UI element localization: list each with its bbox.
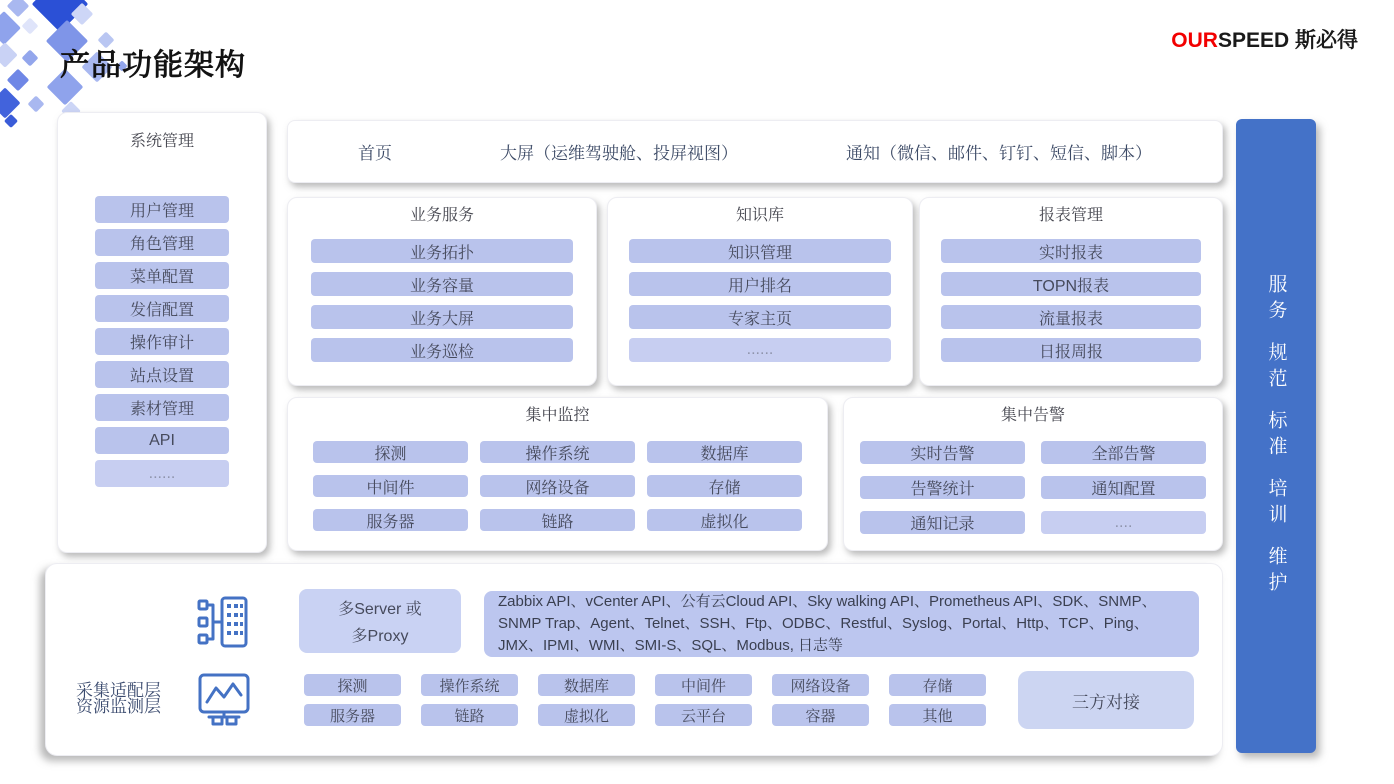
business-service-title: 业务服务 <box>409 207 474 224</box>
collect-adapter-layer-label: 采集适配层 <box>76 681 161 700</box>
system-item-site-settings[interactable]: 站点设置 <box>95 361 229 388</box>
api-protocol-text: Zabbix API、vCenter API、公有云Cloud API、Sky walking API、Prometheus API、SDK、SNMP、SNMP Trap、Agent、Telnet、SSH、Ftp、ODBC、Restful、Syslog、Portal、Http、TCP、Ping、JMX、IPMI、WMI、SMI-S、SQL、Modbus, 日志等 <box>498 593 1157 654</box>
central-alerting-title: 集中告警 <box>1000 407 1065 424</box>
resource-virtualization-button[interactable]: 虚拟化 <box>538 704 635 726</box>
system-panel-title: 系统管理 <box>129 133 194 150</box>
monitor-network-device-button[interactable]: 网络设备 <box>480 475 635 497</box>
system-item-role-mgmt[interactable]: 角色管理 <box>95 229 229 256</box>
resource-container-button[interactable]: 容器 <box>772 704 869 726</box>
monitor-link-button[interactable]: 链路 <box>480 509 635 531</box>
user-ranking-button[interactable]: 用户排名 <box>629 272 891 296</box>
service-standard-bar <box>1236 119 1316 753</box>
logo-our: OUR <box>1171 29 1218 52</box>
top-nav-bar <box>287 120 1223 183</box>
server-proxy-line1: 多Server 或 <box>338 601 422 618</box>
company-logo <box>1171 24 1358 54</box>
resource-monitor-layer-label: 资源监测层 <box>76 697 161 716</box>
nav-notification[interactable]: 通知（微信、邮件、钉钉、短信、脚本） <box>846 144 1152 163</box>
knowledge-mgmt-button[interactable]: 知识管理 <box>629 239 891 263</box>
report-management-panel <box>919 197 1223 386</box>
nav-big-screen[interactable]: 大屏（运维驾驶舱、投屏视图） <box>500 144 738 163</box>
business-inspection-button[interactable]: 业务巡检 <box>311 338 573 362</box>
resource-link-button[interactable]: 链路 <box>421 704 518 726</box>
system-item-user-mgmt[interactable]: 用户管理 <box>95 196 229 223</box>
training-word: 培训 <box>1265 478 1287 530</box>
business-capacity-button[interactable]: 业务容量 <box>311 272 573 296</box>
expert-homepage-button[interactable]: 专家主页 <box>629 305 891 329</box>
report-management-list <box>920 239 1222 362</box>
central-monitoring-title: 集中监控 <box>525 407 590 424</box>
notify-record-button[interactable]: 通知记录 <box>860 511 1025 534</box>
realtime-report-button[interactable]: 实时报表 <box>941 239 1201 263</box>
monitor-server-button[interactable]: 服务器 <box>313 509 468 531</box>
system-item-menu-config[interactable]: 菜单配置 <box>95 262 229 289</box>
system-item-audit[interactable]: 操作审计 <box>95 328 229 355</box>
monitor-virtualization-button[interactable]: 虚拟化 <box>647 509 802 531</box>
monitor-probe-button[interactable]: 探测 <box>313 441 468 463</box>
system-item-mail-config[interactable]: 发信配置 <box>95 295 229 322</box>
daily-weekly-report-button[interactable]: 日报周报 <box>941 338 1201 362</box>
central-alerting-panel <box>843 397 1223 551</box>
resource-os-button[interactable]: 操作系统 <box>421 674 518 696</box>
knowledge-base-list <box>608 239 912 362</box>
monitor-chart-icon <box>196 669 252 731</box>
logo-speed: SPEED <box>1217 29 1290 52</box>
business-service-list <box>288 239 596 362</box>
alert-more: .... <box>1041 511 1206 534</box>
monitor-database-button[interactable]: 数据库 <box>647 441 802 463</box>
collection-resource-panel <box>45 563 1223 756</box>
knowledge-base-title: 知识库 <box>735 207 784 224</box>
traffic-report-button[interactable]: 流量报表 <box>941 305 1201 329</box>
server-proxy-line2: 多Proxy <box>351 628 409 645</box>
topn-report-button[interactable]: TOPN报表 <box>941 272 1201 296</box>
resource-network-device-button[interactable]: 网络设备 <box>772 674 869 696</box>
multi-server-proxy-button[interactable] <box>299 589 461 653</box>
standard-word: 规范 <box>1265 342 1287 394</box>
notify-config-button[interactable]: 通知配置 <box>1041 476 1206 499</box>
resource-cloud-platform-button[interactable]: 云平台 <box>655 704 752 726</box>
monitor-os-button[interactable]: 操作系统 <box>480 441 635 463</box>
resource-server-button[interactable]: 服务器 <box>304 704 401 726</box>
logo-cn: 斯必得 <box>1289 29 1358 52</box>
resource-other-button[interactable]: 其他 <box>889 704 986 726</box>
resource-storage-button[interactable]: 存储 <box>889 674 986 696</box>
alerting-grid <box>860 441 1206 534</box>
business-topology-button[interactable]: 业务拓扑 <box>311 239 573 263</box>
api-protocol-list <box>484 591 1199 657</box>
resource-middleware-button[interactable]: 中间件 <box>655 674 752 696</box>
report-management-title: 报表管理 <box>1038 207 1103 224</box>
system-management-panel <box>57 112 267 553</box>
monitoring-grid <box>313 441 802 531</box>
system-button-list <box>58 196 266 487</box>
realtime-alert-button[interactable]: 实时告警 <box>860 441 1025 464</box>
business-screen-button[interactable]: 业务大屏 <box>311 305 573 329</box>
alert-stats-button[interactable]: 告警统计 <box>860 476 1025 499</box>
server-rack-icon <box>196 592 250 652</box>
monitor-middleware-button[interactable]: 中间件 <box>313 475 468 497</box>
resource-database-button[interactable]: 数据库 <box>538 674 635 696</box>
system-item-more: ...... <box>95 460 229 487</box>
third-party-integration-button[interactable]: 三方对接 <box>1018 671 1194 729</box>
monitor-storage-button[interactable]: 存储 <box>647 475 802 497</box>
nav-home[interactable]: 首页 <box>358 144 392 163</box>
service-word: 服务 <box>1265 274 1287 326</box>
resource-grid <box>304 674 986 726</box>
resource-probe-button[interactable]: 探测 <box>304 674 401 696</box>
central-monitoring-panel <box>287 397 828 551</box>
knowledge-more: ...... <box>629 338 891 362</box>
norm-word: 标准 <box>1265 410 1287 462</box>
maintenance-word: 维护 <box>1265 546 1287 598</box>
page-title: 产品功能架构 <box>60 49 246 82</box>
all-alerts-button[interactable]: 全部告警 <box>1041 441 1206 464</box>
business-service-panel <box>287 197 597 386</box>
system-item-material-mgmt[interactable]: 素材管理 <box>95 394 229 421</box>
system-item-api[interactable]: API <box>95 427 229 454</box>
knowledge-base-panel <box>607 197 913 386</box>
